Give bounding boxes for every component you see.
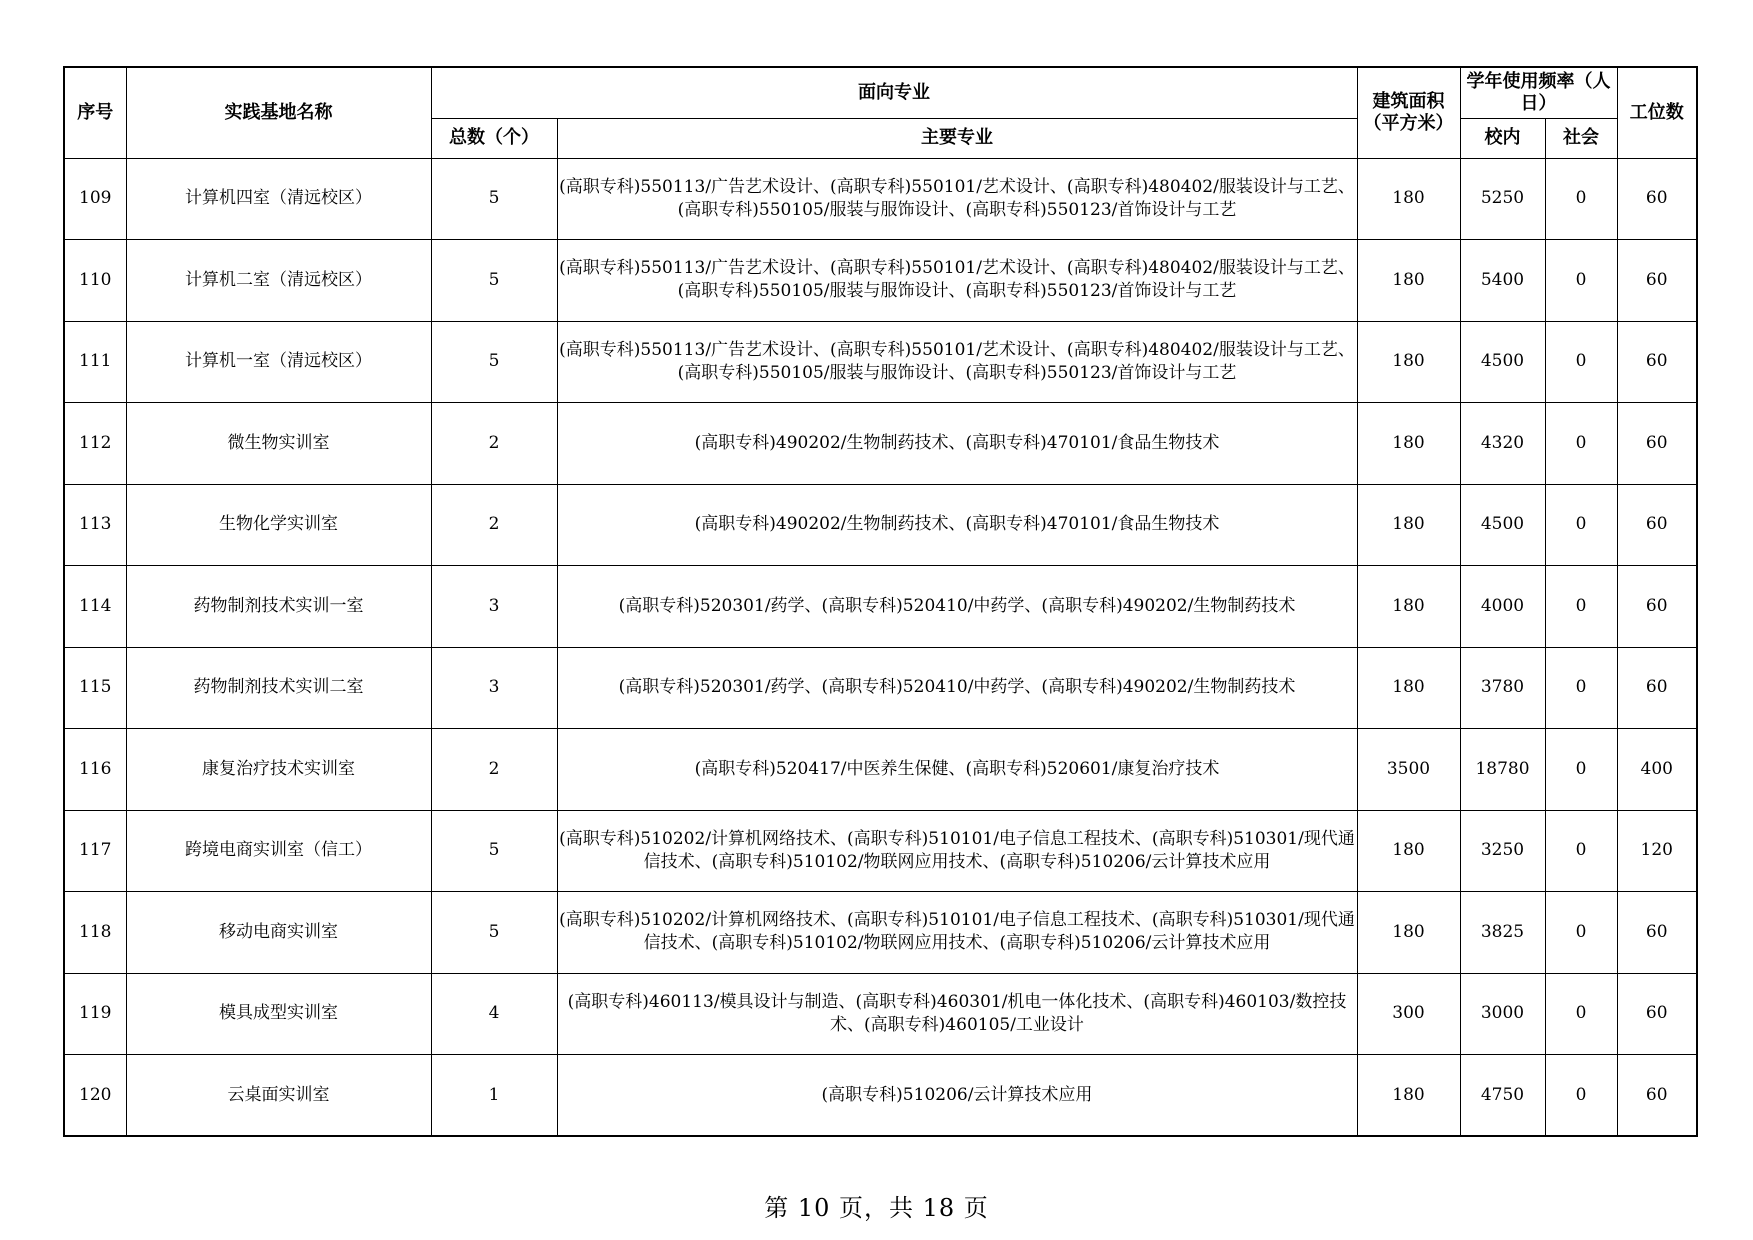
cell-area: 180 <box>1357 158 1460 240</box>
cell-society-freq: 0 <box>1545 321 1617 403</box>
cell-stations: 60 <box>1617 973 1697 1055</box>
table-row <box>64 158 1697 240</box>
cell-count: 5 <box>431 240 557 322</box>
cell-stations: 60 <box>1617 403 1697 485</box>
cell-count: 2 <box>431 729 557 811</box>
cell-seq: 114 <box>64 566 126 648</box>
cell-name: 模具成型实训室 <box>126 973 431 1055</box>
cell-count: 2 <box>431 484 557 566</box>
cell-campus-freq: 5250 <box>1460 158 1545 240</box>
cell-society-freq: 0 <box>1545 892 1617 974</box>
cell-majors: (高职专科)510202/计算机网络技术、(高职专科)510101/电子信息工程技术、(高职专科)510301/现代通信技术、(高职专科)510102/物联网应用技术、(高职专科)510206/云计算技术应用 <box>557 892 1357 974</box>
cell-count: 2 <box>431 403 557 485</box>
cell-seq: 112 <box>64 403 126 485</box>
cell-area: 180 <box>1357 892 1460 974</box>
table-body <box>64 158 1697 1136</box>
cell-campus-freq: 4000 <box>1460 566 1545 648</box>
cell-campus-freq: 3780 <box>1460 647 1545 729</box>
table-row <box>64 403 1697 485</box>
cell-count: 3 <box>431 647 557 729</box>
header-stations: 工位数 <box>1617 67 1697 158</box>
cell-majors: (高职专科)490202/生物制药技术、(高职专科)470101/食品生物技术 <box>557 403 1357 485</box>
cell-campus-freq: 4500 <box>1460 321 1545 403</box>
cell-name: 生物化学实训室 <box>126 484 431 566</box>
cell-campus-freq: 5400 <box>1460 240 1545 322</box>
cell-society-freq: 0 <box>1545 1055 1617 1137</box>
cell-campus-freq: 4750 <box>1460 1055 1545 1137</box>
cell-name: 计算机四室（清远校区） <box>126 158 431 240</box>
cell-seq: 113 <box>64 484 126 566</box>
cell-stations: 60 <box>1617 566 1697 648</box>
cell-majors: (高职专科)520417/中医养生保健、(高职专科)520601/康复治疗技术 <box>557 729 1357 811</box>
cell-stations: 60 <box>1617 158 1697 240</box>
cell-name: 计算机二室（清远校区） <box>126 240 431 322</box>
cell-name: 药物制剂技术实训一室 <box>126 566 431 648</box>
cell-count: 4 <box>431 973 557 1055</box>
cell-area: 180 <box>1357 1055 1460 1137</box>
header-count: 总数（个） <box>431 118 557 158</box>
cell-campus-freq: 18780 <box>1460 729 1545 811</box>
table-row <box>64 566 1697 648</box>
header-majors-group: 面向专业 <box>431 67 1357 118</box>
header-society: 社会 <box>1545 118 1617 158</box>
cell-area: 180 <box>1357 321 1460 403</box>
cell-area: 3500 <box>1357 729 1460 811</box>
cell-society-freq: 0 <box>1545 158 1617 240</box>
table-row <box>64 321 1697 403</box>
cell-stations: 60 <box>1617 892 1697 974</box>
cell-area: 180 <box>1357 647 1460 729</box>
lab-table <box>63 66 1698 1137</box>
header-freq-group: 学年使用频率（人日） <box>1460 67 1617 118</box>
cell-stations: 120 <box>1617 810 1697 892</box>
table-row <box>64 810 1697 892</box>
cell-campus-freq: 3825 <box>1460 892 1545 974</box>
cell-stations: 60 <box>1617 240 1697 322</box>
cell-seq: 111 <box>64 321 126 403</box>
cell-name: 移动电商实训室 <box>126 892 431 974</box>
cell-society-freq: 0 <box>1545 240 1617 322</box>
table-row <box>64 240 1697 322</box>
cell-stations: 400 <box>1617 729 1697 811</box>
cell-majors: (高职专科)550113/广告艺术设计、(高职专科)550101/艺术设计、(高职专科)480402/服装设计与工艺、(高职专科)550105/服装与服饰设计、(高职专科)550123/首饰设计与工艺 <box>557 321 1357 403</box>
cell-area: 180 <box>1357 566 1460 648</box>
cell-count: 5 <box>431 158 557 240</box>
cell-name: 计算机一室（清远校区） <box>126 321 431 403</box>
cell-majors: (高职专科)490202/生物制药技术、(高职专科)470101/食品生物技术 <box>557 484 1357 566</box>
cell-area: 180 <box>1357 403 1460 485</box>
page-footer <box>0 1188 1753 1223</box>
table-row <box>64 892 1697 974</box>
cell-society-freq: 0 <box>1545 973 1617 1055</box>
cell-seq: 109 <box>64 158 126 240</box>
cell-count: 5 <box>431 321 557 403</box>
cell-society-freq: 0 <box>1545 647 1617 729</box>
cell-society-freq: 0 <box>1545 484 1617 566</box>
cell-stations: 60 <box>1617 321 1697 403</box>
cell-society-freq: 0 <box>1545 810 1617 892</box>
cell-seq: 115 <box>64 647 126 729</box>
cell-count: 1 <box>431 1055 557 1137</box>
cell-society-freq: 0 <box>1545 403 1617 485</box>
table-row <box>64 729 1697 811</box>
cell-majors: (高职专科)520301/药学、(高职专科)520410/中药学、(高职专科)490202/生物制药技术 <box>557 647 1357 729</box>
cell-name: 跨境电商实训室（信工） <box>126 810 431 892</box>
cell-stations: 60 <box>1617 1055 1697 1137</box>
table-row <box>64 1055 1697 1137</box>
cell-count: 5 <box>431 892 557 974</box>
cell-area: 180 <box>1357 810 1460 892</box>
cell-campus-freq: 3000 <box>1460 973 1545 1055</box>
cell-majors: (高职专科)510202/计算机网络技术、(高职专科)510101/电子信息工程技术、(高职专科)510301/现代通信技术、(高职专科)510102/物联网应用技术、(高职专科)510206/云计算技术应用 <box>557 810 1357 892</box>
cell-name: 康复治疗技术实训室 <box>126 729 431 811</box>
table-row <box>64 647 1697 729</box>
header-area: 建筑面积（平方米） <box>1357 67 1460 158</box>
cell-name: 云桌面实训室 <box>126 1055 431 1137</box>
cell-majors: (高职专科)510206/云计算技术应用 <box>557 1055 1357 1137</box>
cell-majors: (高职专科)550113/广告艺术设计、(高职专科)550101/艺术设计、(高职专科)480402/服装设计与工艺、(高职专科)550105/服装与服饰设计、(高职专科)550123/首饰设计与工艺 <box>557 158 1357 240</box>
cell-majors: (高职专科)550113/广告艺术设计、(高职专科)550101/艺术设计、(高职专科)480402/服装设计与工艺、(高职专科)550105/服装与服饰设计、(高职专科)550123/首饰设计与工艺 <box>557 240 1357 322</box>
cell-name: 微生物实训室 <box>126 403 431 485</box>
cell-campus-freq: 3250 <box>1460 810 1545 892</box>
cell-majors: (高职专科)460113/模具设计与制造、(高职专科)460301/机电一体化技术、(高职专科)460103/数控技术、(高职专科)460105/工业设计 <box>557 973 1357 1055</box>
cell-area: 300 <box>1357 973 1460 1055</box>
cell-stations: 60 <box>1617 484 1697 566</box>
table-row <box>64 973 1697 1055</box>
header-main-majors: 主要专业 <box>557 118 1357 158</box>
cell-majors: (高职专科)520301/药学、(高职专科)520410/中药学、(高职专科)490202/生物制药技术 <box>557 566 1357 648</box>
cell-area: 180 <box>1357 484 1460 566</box>
cell-campus-freq: 4500 <box>1460 484 1545 566</box>
cell-stations: 60 <box>1617 647 1697 729</box>
cell-seq: 117 <box>64 810 126 892</box>
cell-seq: 119 <box>64 973 126 1055</box>
cell-seq: 110 <box>64 240 126 322</box>
header-seq: 序号 <box>64 67 126 158</box>
cell-count: 5 <box>431 810 557 892</box>
header-name: 实践基地名称 <box>126 67 431 158</box>
cell-society-freq: 0 <box>1545 729 1617 811</box>
cell-seq: 116 <box>64 729 126 811</box>
cell-name: 药物制剂技术实训二室 <box>126 647 431 729</box>
header-campus: 校内 <box>1460 118 1545 158</box>
cell-campus-freq: 4320 <box>1460 403 1545 485</box>
cell-seq: 118 <box>64 892 126 974</box>
cell-seq: 120 <box>64 1055 126 1137</box>
table-row <box>64 484 1697 566</box>
page-number-text: 第 10 页，共 18 页 <box>764 1194 989 1222</box>
cell-count: 3 <box>431 566 557 648</box>
cell-society-freq: 0 <box>1545 566 1617 648</box>
cell-area: 180 <box>1357 240 1460 322</box>
